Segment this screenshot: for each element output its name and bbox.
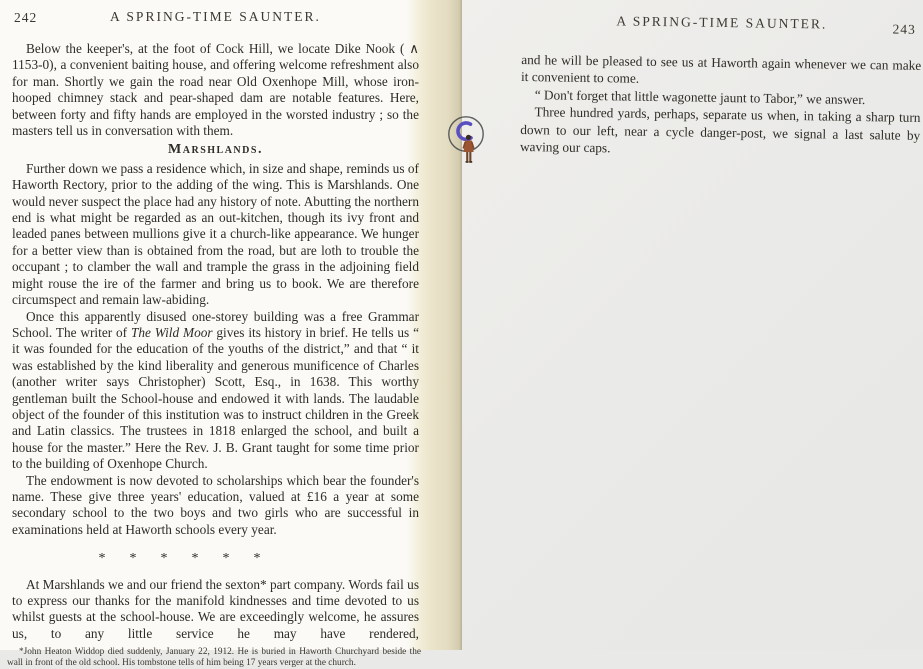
paragraph-wagonette-jaunt: “ Don't forget that little wagonette jaunt to Tabor,” we answer.: [534, 87, 866, 107]
right-page: [462, 0, 923, 650]
right-page-number: 243: [892, 21, 916, 37]
paragraph-endowment: The endowment is now devoted to scholarships which bear the founder's name. These give three years' education, valued at £16 a year at some secondary school to the two boys and two girls who are successful in examinations held at Haworth schools every year.: [12, 472, 419, 537]
left-page-content: [7, 9, 421, 669]
right-running-title: A SPRING-TIME SAUNTER.: [616, 13, 828, 32]
left-page-body: [7, 41, 421, 669]
paragraph-haworth-return: and he will be pleased to see us at Haworth again whenever we can make it convenient to come.: [520, 51, 922, 87]
asterisk-separator: * * * * * *: [98, 551, 263, 567]
right-page-body: [520, 51, 922, 161]
paragraph-marshlands-residence: Further down we pass a residence which, in size and shape, reminds us of Haworth Rectory, prior to the adding of the wing. This is Marshlands. One would never suspect the place had any history of note. Abutting the northern end is what might be regarded as an out-kitchen, though its ivy front and leaded panes between mullions give it a church-like appearance. We hunger for a better view than is obtained from the road, but are loth to trouble the occupant ; to clamber the wall and trample the grass in the adjoining field might rouse the ire of the farmer and bring us to book. We are therefore circumspect and remain law-abiding.: [12, 160, 419, 308]
section-heading-marshlands: Marshlands.: [168, 142, 263, 158]
right-running-head: [522, 12, 922, 36]
book-title-the-wild-moor: The Wild Moor: [130, 324, 213, 340]
paragraph-dike-nook: Below the keeper's, at the foot of Cock Hill, we locate Dike Nook ( ∧ 1153-0), a convenient baiting house, and offering welcome refreshment also for man. Shortly we gain the road near Old Oxenhope Mill, whose iron-hooped chimney stack and pear-shaped dam are notable features. Here, between forty and fifty hands are employed in the worsted industry ; so the masters tell us in conversation with them.: [12, 41, 419, 139]
footnote-john-heaton-widdop: *John Heaton Widdop died suddenly, January 22, 1912. He is buried in Haworth Churchyard beside the wall in front of the old school. His tombstone tells of him being 17 years verger at the church.: [7, 647, 421, 669]
right-page-content: [520, 12, 922, 161]
paragraph-sexton-farewell: At Marshlands we and our friend the sexton* part company. Words fail us to express our thanks for the manifold kindnesses and time devoted to us whilst guests at the school-house. We are exceedingly welcome, he assures us, to any little service he may have rendered,: [12, 576, 419, 641]
paragraph-last-salute: Three hundred yards, perhaps, separate us when, in taking a sharp turn down to our left, near a cycle danger-post, we signal a last salute by waving our caps.: [519, 104, 921, 156]
left-running-title: A SPRING-TIME SAUNTER.: [110, 9, 321, 24]
left-page-number: 242: [14, 10, 38, 25]
paragraph-grammar-school-text-a: Once this apparently disused one-storey building was a free Grammar School. The writer of: [12, 308, 419, 340]
paragraph-grammar-school: [12, 309, 419, 473]
paragraph-grammar-school-text-b: gives its history in brief. He tells us “ it was founded for the education of the youths of the district,” and that “ it was established by the kind liberality and generous munificence of Charles (another writer says Christopher) Scott, Esq., in 1638. This worthy gentleman built the School-house and endowed it with lands. The laudable object of the founder of this institution was to instruct children in the Greek and Latin classics. The trustees in 1818 enlarged the school, and built a house for the master.” Here the Rev. J. B. Grant taught for some time prior to the building of Oxenhope Church.: [12, 324, 419, 472]
left-running-head: [12, 9, 419, 27]
